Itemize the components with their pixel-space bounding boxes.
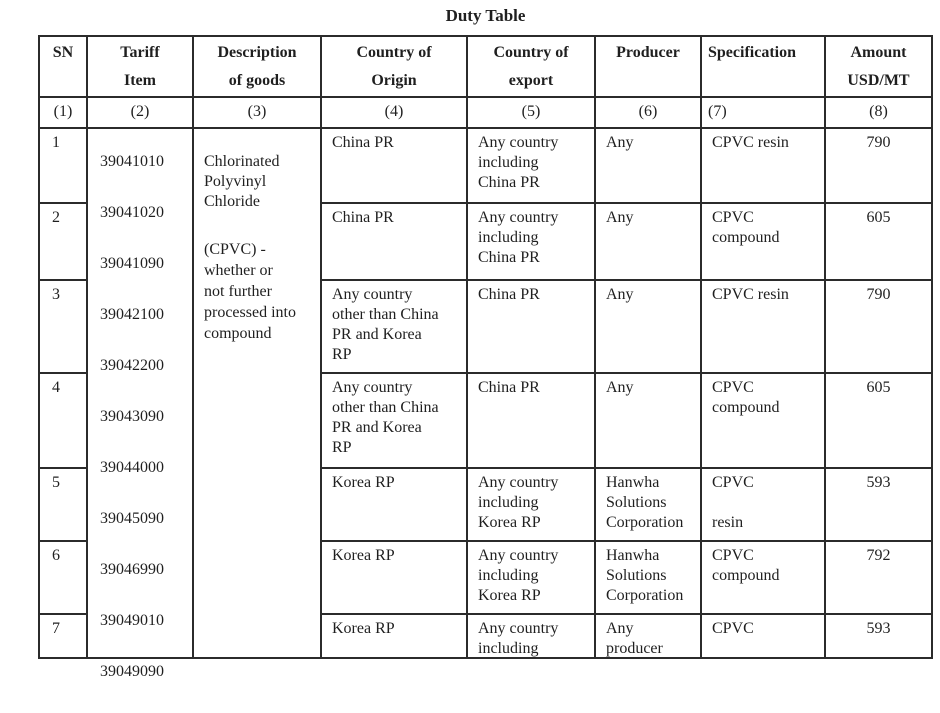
header-producer: Producer — [596, 37, 702, 98]
tariff-item: 39042100 — [100, 306, 164, 323]
header-country-origin: Country of Origin — [322, 37, 468, 98]
description-para-2: (CPVC) - whether or not further processed into compound — [204, 241, 296, 342]
colnum-3: (3) — [194, 98, 322, 129]
cell-amount-3: 790 — [826, 281, 933, 374]
cell-export-1: Any country including China PR — [468, 129, 596, 204]
cell-export-6: Any country including Korea RP — [468, 542, 596, 615]
cell-producer-7: Any producer — [596, 615, 702, 659]
tariff-item: 39049010 — [100, 612, 164, 629]
cell-sn-3: 3 — [40, 281, 88, 374]
header-tariff-item: Tariff Item — [88, 37, 194, 98]
description-para-1: Chlorinated Polyvinyl Chloride — [204, 153, 280, 210]
header-sn: SN — [40, 37, 88, 98]
cell-origin-5: Korea RP — [322, 469, 468, 542]
cell-sn-2: 2 — [40, 204, 88, 281]
cell-producer-3: Any — [596, 281, 702, 374]
cell-sn-1: 1 — [40, 129, 88, 204]
colnum-6: (6) — [596, 98, 702, 129]
cell-producer-1: Any — [596, 129, 702, 204]
cell-export-4: China PR — [468, 374, 596, 469]
header-country-export: Country of export — [468, 37, 596, 98]
cell-sn-5: 5 — [40, 469, 88, 542]
cell-origin-6: Korea RP — [322, 542, 468, 615]
cell-export-7: Any country including — [468, 615, 596, 659]
colnum-4: (4) — [322, 98, 468, 129]
tariff-item: 39045090 — [100, 510, 164, 527]
duty-table — [38, 35, 933, 680]
tariff-item: 39043090 — [100, 408, 164, 425]
cell-spec-7: CPVC — [702, 615, 826, 659]
tariff-item: 39046990 — [100, 561, 164, 578]
header-amount: Amount USD/MT — [826, 37, 933, 98]
cell-producer-2: Any — [596, 204, 702, 281]
tariff-item: 39044000 — [100, 459, 164, 476]
cell-origin-7: Korea RP — [322, 615, 468, 659]
tariff-item: 39041020 — [100, 204, 164, 221]
cell-amount-4: 605 — [826, 374, 933, 469]
cell-spec-2: CPVC compound — [702, 204, 826, 281]
tariff-item: 39041010 — [100, 153, 164, 170]
cell-origin-3: Any country other than China PR and Korea RP — [322, 281, 468, 374]
cell-spec-1: CPVC resin — [702, 129, 826, 204]
cell-spec-4: CPVC compound — [702, 374, 826, 469]
page-title: Duty Table — [445, 6, 526, 25]
cell-export-5: Any country including Korea RP — [468, 469, 596, 542]
cell-export-2: Any country including China PR — [468, 204, 596, 281]
colnum-5: (5) — [468, 98, 596, 129]
cell-producer-5: Hanwha Solutions Corporation — [596, 469, 702, 542]
cell-spec-6: CPVC compound — [702, 542, 826, 615]
cell-origin-2: China PR — [322, 204, 468, 281]
colnum-1: (1) — [40, 98, 88, 129]
colnum-7: (7) — [702, 98, 826, 129]
cell-export-3: China PR — [468, 281, 596, 374]
cell-producer-6: Hanwha Solutions Corporation — [596, 542, 702, 615]
cell-producer-4: Any — [596, 374, 702, 469]
cell-amount-2: 605 — [826, 204, 933, 281]
cell-spec-3: CPVC resin — [702, 281, 826, 374]
colnum-2: (2) — [88, 98, 194, 129]
cell-origin-1: China PR — [322, 129, 468, 204]
tariff-item: 39042200 — [100, 357, 164, 374]
cell-origin-4: Any country other than China PR and Korea RP — [322, 374, 468, 469]
header-specification: Specification — [702, 37, 826, 98]
cell-amount-1: 790 — [826, 129, 933, 204]
cell-amount-6: 792 — [826, 542, 933, 615]
colnum-8: (8) — [826, 98, 933, 129]
tariff-item: 39041090 — [100, 255, 164, 272]
cell-sn-6: 6 — [40, 542, 88, 615]
cell-amount-7: 593 — [826, 615, 933, 659]
cell-sn-7: 7 — [40, 615, 88, 659]
cell-sn-4: 4 — [40, 374, 88, 469]
cell-description — [194, 129, 322, 659]
header-description: Description of goods — [194, 37, 322, 98]
cell-tariff-items — [88, 129, 194, 680]
cell-amount-5: 593 — [826, 469, 933, 542]
cell-spec-5: CPVC resin — [702, 469, 826, 542]
tariff-item: 39049090 — [100, 663, 164, 680]
